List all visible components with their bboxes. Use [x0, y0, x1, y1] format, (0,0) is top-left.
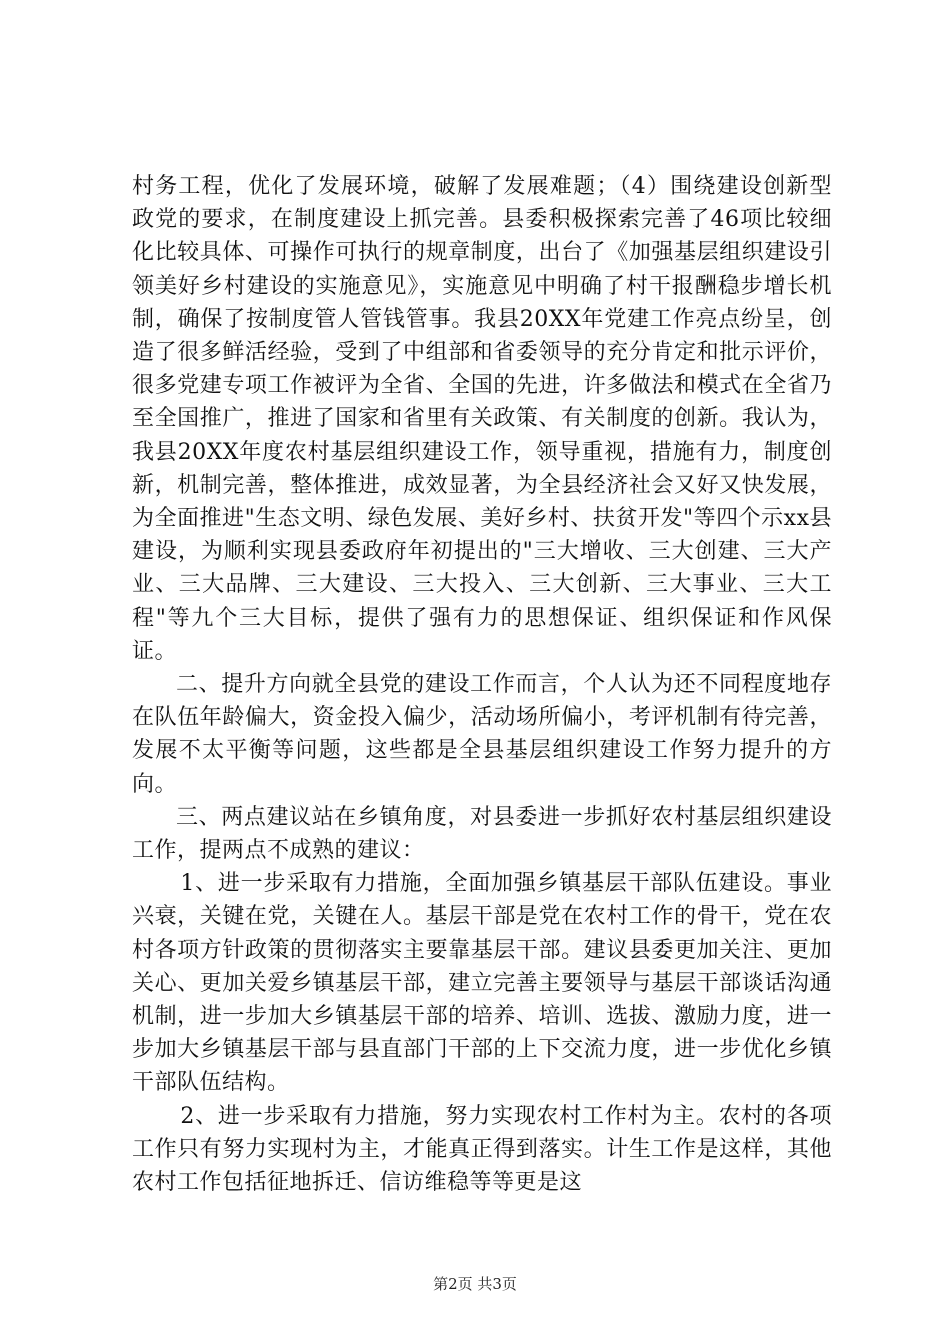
body-text	[132, 170, 832, 1199]
paragraph-suggestion-2: 2、进一步采取有力措施，努力实现农村工作村为主。农村的各项工作只有努力实现村为主，才能真正得到落实。计生工作是这样，其他农村工作包括征地拆迁、信访维稳等等更是这	[132, 1103, 832, 1196]
paragraph-suggestion-1: 1、进一步采取有力措施，全面加强乡镇基层干部队伍建设。事业兴衰，关键在党，关键在人。基层干部是党在农村工作的骨干，党在农村各项方针政策的贯彻落实主要靠基层干部。建议县委更加关注、更加关心、更加关爱乡镇基层干部，建立完善主要领导与基层干部谈话沟通机制，进一步加大乡镇基层干部的培养、培训、选拔、激励力度，进一步加大乡镇基层干部与县直部门干部的上下交流力度，进一步优化乡镇干部队伍结构。	[132, 871, 832, 1096]
page-footer: 第2页 共3页	[433, 1275, 517, 1293]
paragraph-suggestions-intro: 三、两点建议站在乡镇角度，对县委进一步抓好农村基层组织建设工作，提两点不成熟的建议：	[132, 804, 832, 864]
paragraph-improvement-direction: 二、提升方向就全县党的建设工作而言，个人认为还不同程度地存在队伍年龄偏大，资金投入偏少，活动场所偏小，考评机制有待完善，发展不太平衡等问题，这些都是全县基层组织建设工作努力提升的方向。	[132, 672, 832, 797]
paragraph-continuation: 村务工程，优化了发展环境，破解了发展难题；（4）围绕建设创新型政党的要求，在制度建设上抓完善。县委积极探索完善了46项比较细化比较具体、可操作可执行的规章制度，出台了《加强基层组织建设引领美好乡村建设的实施意见》，实施意见中明确了村干报酬稳步增长机制，确保了按制度管人管钱管事。我县20XX年党建工作亮点纷呈，创造了很多鲜活经验，受到了中组部和省委领导的充分肯定和批示评价，很多党建专项工作被评为全省、全国的先进，许多做法和模式在全省乃至全国推广，推进了国家和省里有关政策、有关制度的创新。我认为，我县20XX年度农村基层组织建设工作，领导重视，措施有力，制度创新，机制完善，整体推进，成效显著，为全县经济社会又好又快发展，为全面推进"生态文明、绿色发展、美好乡村、扶贫开发"等四个示xx县建设，为顺利实现县委政府年初提出的"三大增收、三大创建、三大产业、三大品牌、三大建设、三大投入、三大创新、三大事业、三大工程"等九个三大目标，提供了强有力的思想保证、组织保证和作风保证。	[132, 174, 832, 664]
